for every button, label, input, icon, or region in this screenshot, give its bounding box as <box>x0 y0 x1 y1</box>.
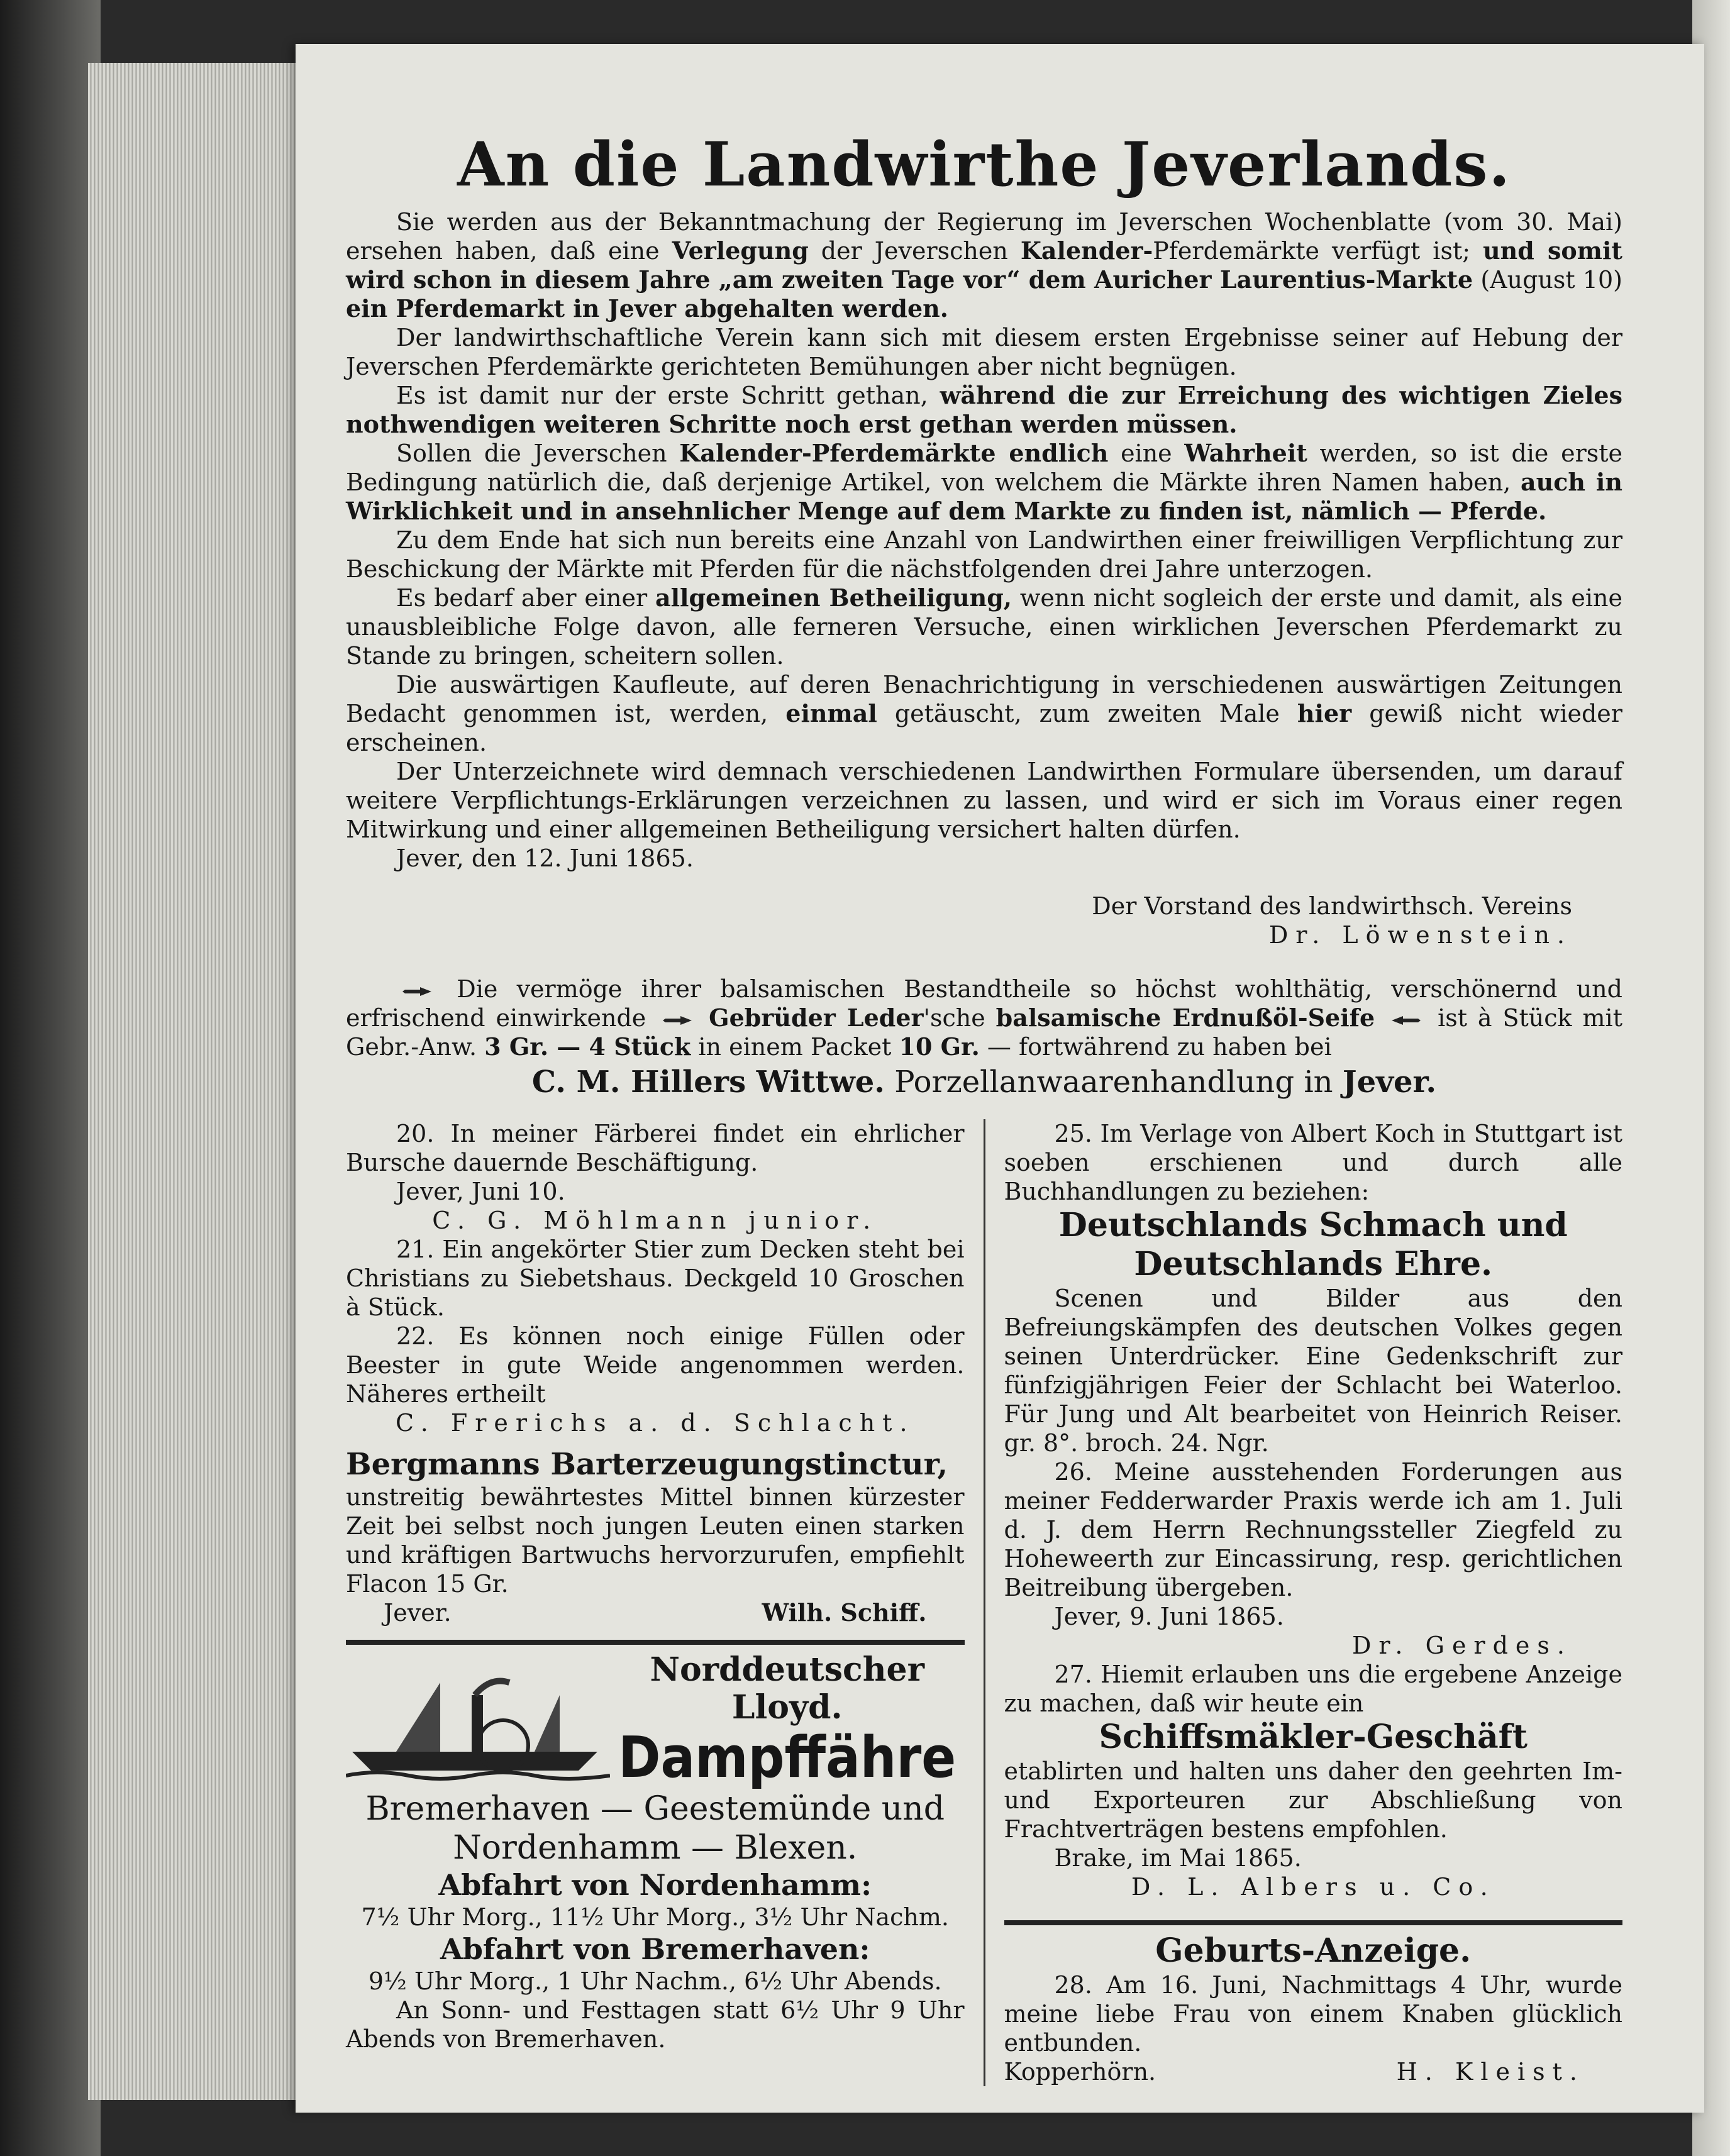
book-title-1: Deutschlands Schmach und <box>1058 1206 1568 1244</box>
advert-20-signature: C. G. Möhlmann junior. <box>432 1207 879 1234</box>
paragraph-2: Der landwirthschaftliche Verein kann sich mit diesem ersten Ergebnisse seiner auf Hebung der Jeverschen Pferdemärkte gerichteten Bemühungen aber nicht begnügen. <box>346 324 1622 380</box>
ferry-route: Bremerhaven — Geestemünde und Nordenhamm — Blexen. <box>365 1790 945 1867</box>
paragraph-3: Es ist damit nur der erste Schritt gethan, während die zur Erreichung des wichtigen Zieles nothwendigen weiteren Schritte noch erst gethan werden müssen. <box>346 381 1622 438</box>
birth-notice-title: Geburts-Anzeige. <box>1155 1932 1472 1970</box>
advert-26-signature: Dr. Gerdes. <box>1351 1632 1572 1659</box>
paragraph-7: Die auswärtigen Kaufleute, auf deren Benachrichtigung in verschiedenen auswärtigen Zeitungen Bedacht genommen ist, werden, einmal getäuscht, zum zweiten Male hier gewiß nicht wieder erscheinen. <box>346 671 1622 756</box>
pointing-hand-icon <box>401 983 433 1000</box>
right-column <box>985 1119 1623 2086</box>
beard-tincture-signature: Jever. Wilh. Schiff. <box>384 1598 927 1627</box>
advert-20: 20. In meiner Färberei findet ein ehrlicher Bursche dauernde Beschäftigung. <box>346 1120 965 1176</box>
advert-26: 26. Meine ausstehenden Forderungen aus meiner Fedderwarder Praxis werde ich am 1. Juli d. J. dem Herrn Rechnungssteller Ziegfeld zu Hoheweerth zur Eincassirung, resp. gerichtlichen Beitreibung übergeben. <box>1004 1458 1622 1601</box>
advert-27-signature: D. L. Albers u. Co. <box>1131 1873 1495 1901</box>
paragraph-8: Der Unterzeichnete wird demnach verschiedenen Landwirthen Formulare übersenden, um darauf weitere Verpflichtungs-Erklärungen verzeichnen zu lassen, und wird er sich im Voraus einer regen Mitwirkung und einer allgemeinen Betheiligung versichert halten dürfen. <box>346 758 1622 843</box>
headline: An die Landwirthe Jeverlands. <box>457 129 1511 200</box>
advert-27-date: Brake, im Mai 1865. <box>1054 1844 1302 1872</box>
paragraph-6: Es bedarf aber einer allgemeinen Betheiligung, wenn nicht sogleich der erste und damit, als eine unausbleibliche Folge davon, alle ferneren Versuche, einen wirklichen Jeverschen Pferdemarkt zu Stande zu bringen, scheitern sollen. <box>346 583 1622 670</box>
departure-bremerhaven-title: Abfahrt von Bremerhaven: <box>440 1932 870 1966</box>
advert-20-date: Jever, Juni 10. <box>396 1178 565 1205</box>
sunday-schedule: An Sonn- und Festtagen statt 6½ Uhr 9 Uhr Abends von Bremerhaven. <box>346 1996 965 2053</box>
advert-21: 21. Ein angekörter Stier zum Decken steht bei Christians zu Siebetshaus. Deckgeld 10 Groschen à Stück. <box>346 1236 965 1321</box>
advert-25: 25. Im Verlage von Albert Koch in Stuttgart ist soeben erschienen und durch alle Buchhandlungen zu beziehen: <box>1004 1120 1622 1205</box>
advert-22: 22. Es können noch einige Füllen oder Beester in gute Weide angenommen werden. Näheres ertheilt <box>346 1322 965 1408</box>
paragraph-4: Sollen die Jeverschen Kalender-Pferdemärkte endlich eine Wahrheit werden, so ist die erste Bedingung natürlich die, daß derjenige Artikel, von welchem die Märkte ihren Namen haben, auch in Wirklichkeit und in ansehnlicher Menge auf dem Markte zu finden ist, nämlich — Pferde. <box>346 439 1622 525</box>
advert-28-signature: Kopperhörn. H. Kleist. <box>1004 2058 1585 2086</box>
departure-nordenhamm-times: 7½ Uhr Morg., 11½ Uhr Morg., 3½ Uhr Nachm. <box>361 1903 949 1931</box>
main-signature-name: Dr. Löwenstein. <box>1268 921 1572 949</box>
steamship-icon <box>346 1657 610 1783</box>
left-column <box>346 1119 985 2086</box>
soap-seller: C. M. Hillers Wittwe. Porzellanwaarenhandlung in Jever. <box>531 1064 1437 1100</box>
main-signature-org: Der Vorstand des landwirthsch. Vereins <box>1092 892 1572 920</box>
ship-broker-title: Schiffsmäkler-Geschäft <box>1099 1718 1528 1756</box>
book-cover-edge <box>0 0 101 2156</box>
advert-26-date: Jever, 9. Juni 1865. <box>1054 1603 1284 1630</box>
beard-tincture-text: unstreitig bewährtestes Mittel binnen kürzester Zeit bei selbst noch jungen Leuten einen starken und kräftigen Bartwuchs hervorzurufen, empfiehlt Flacon 15 Gr. <box>346 1483 965 1598</box>
paragraph-5: Zu dem Ende hat sich nun bereits eine Anzahl von Landwirthen einer freiwilligen Verpflichtung zur Beschickung der Märkte mit Pferden für die nächstfolgenden drei Jahre unterzogen. <box>346 526 1622 583</box>
soap-advert: Die vermöge ihrer balsamischen Bestandtheile so höchst wohlthätig, verschönernd und erfrischend einwirkende Gebrüder Leder'sche balsamische Erdnußöl-Seife ist à Stück mit Gebr.-Anw. 3 Gr. — 4 Stück in einem Packet 10 Gr. — fortwährend zu haben bei <box>346 975 1622 1061</box>
advert-27: 27. Hiemit erlauben uns die ergebene Anzeige zu machen, daß wir heute ein <box>1004 1661 1622 1717</box>
paragraph-1: Sie werden aus der Bekanntmachung der Regierung im Jeverschen Wochenblatte (vom 30. Mai) ersehen haben, daß eine Verlegung der Jeverschen Kalender-Pferdemärkte verfügt ist; und somit wird schon in diesem Jahre „am zweiten Tage vor“ dem Auricher Laurentius-Markte (August 10) ein Pferdemarkt in Jever abgehalten werden. <box>346 208 1622 323</box>
book-title-2: Deutschlands Ehre. <box>1134 1245 1493 1283</box>
advert-27-text: etablirten und halten uns daher den geehrten Im- und Exporteuren zur Abschließung von Frachtverträgen bestens empfohlen. <box>1004 1757 1622 1843</box>
newspaper-page <box>296 44 1704 2113</box>
pointing-hand-icon <box>662 1012 693 1029</box>
separator-rule <box>1004 1920 1623 1925</box>
book-description: Scenen und Bilder aus den Befreiungskämpfen des deutschen Volkes gegen seinen Unterdrücker. Eine Gedenkschrift zur fünfzigjährigen Feier der Schlacht bei Waterloo. Für Jung und Alt bearbeitet von Heinrich Reiser. gr. 8°. broch. 24. Ngr. <box>1004 1285 1622 1457</box>
advert-28: 28. Am 16. Juni, Nachmittags 4 Uhr, wurde meine liebe Frau von einem Knaben glücklich entbunden. <box>1004 1971 1622 2057</box>
two-column-adverts <box>346 1119 1622 2086</box>
departure-nordenhamm-title: Abfahrt von Nordenhamm: <box>438 1868 872 1902</box>
lloyd-text: Norddeutscher Lloyd. Dampffähre <box>618 1650 956 1791</box>
advert-22-signature: C. Frerichs a. d. Schlacht. <box>395 1409 915 1437</box>
lloyd-header <box>346 1651 965 1789</box>
beard-tincture-title: Bergmanns Barterzeugungstinctur, <box>346 1447 948 1482</box>
page-content <box>346 129 1622 2086</box>
separator-rule <box>346 1640 965 1645</box>
departure-bremerhaven-times: 9½ Uhr Morg., 1 Uhr Nachm., 6½ Uhr Abends. <box>368 1967 942 1995</box>
pointing-hand-left-icon <box>1390 1012 1422 1029</box>
main-dateline: Jever, den 12. Juni 1865. <box>396 844 694 872</box>
